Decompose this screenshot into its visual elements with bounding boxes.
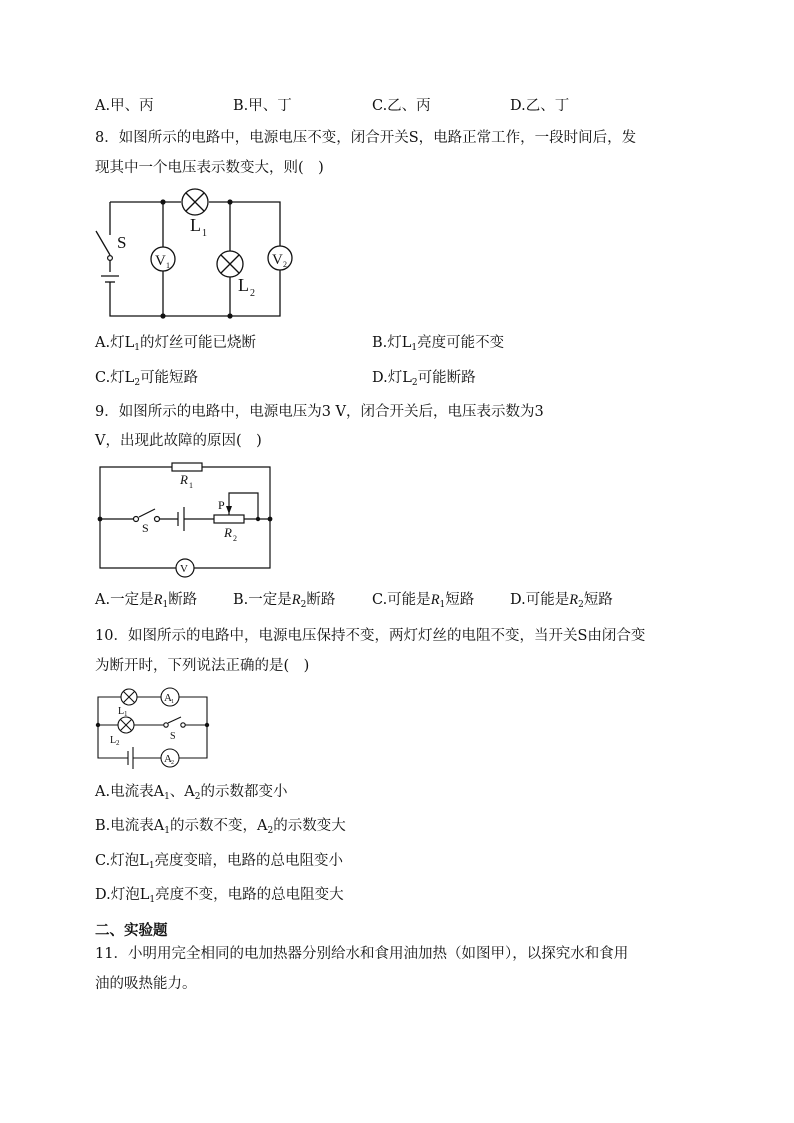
q7-option-c: C.乙、丙	[372, 98, 431, 114]
q9-meter-label: V	[180, 563, 188, 575]
q11-stem-line1: 11．小明用完全相同的电加热器分别给水和食用油加热（如图甲），以探究水和食用	[95, 946, 629, 962]
section-heading: 二、实验题	[95, 922, 168, 939]
q7-option-d: D.乙、丁	[510, 98, 570, 114]
q10-lamp2-label: L	[110, 735, 117, 746]
q11-stem-line2: 油的吸热能力。	[95, 976, 197, 992]
q10-a2-label: A	[164, 753, 172, 765]
q8-option-a: A.灯$L_1$的灯丝可能已烧断	[95, 335, 256, 353]
q10-switch-label: S	[170, 731, 176, 742]
q10-lamp2-sub: 2	[116, 739, 120, 747]
q9-stem-line2: V，出现此故障的原因( )	[95, 433, 262, 449]
q8-lamp1-label: L	[190, 215, 201, 235]
q8-meter1-sub: 1	[166, 261, 170, 270]
q8-stem-line2: 现其中一个电压表示数变大，则( )	[95, 160, 324, 176]
q9-option-c: C.可能是$R_1$短路	[372, 592, 475, 610]
q10-option-b: B.电流表$A_1$的示数不变，$A_2$的示数变大	[95, 818, 346, 836]
q10-a1-sub: 1	[171, 699, 174, 705]
q9-r2-label: R	[224, 525, 232, 540]
q10-lamp1-sub: 1	[124, 710, 128, 718]
q9-option-b: B.一定是$R_2$断路	[233, 592, 336, 610]
q8-switch-label: S	[117, 233, 127, 252]
q7-option-b: B.甲、丁	[233, 98, 292, 114]
q9-r1-label: R	[180, 472, 188, 487]
q8-option-c: C.灯$L_2$可能短路	[95, 370, 199, 388]
q9-option-d: D.可能是$R_2$短路	[510, 592, 613, 610]
q8-meter1-label: V	[155, 253, 166, 269]
q10-option-c: C.灯泡$L_1$亮度变暗，电路的总电阻变小	[95, 853, 344, 871]
q9-r2-sub: 2	[233, 534, 237, 543]
q10-option-d: D.灯泡$L_1$亮度不变，电路的总电阻变大	[95, 887, 344, 905]
q8-meter2-sub: 2	[283, 260, 287, 269]
q8-stem-line1: 8．如图所示的电路中，电源电压不变，闭合开关S，电路正常工作，一段时间后，发	[95, 130, 637, 146]
q9-stem-line1: 9．如图所示的电路中，电源电压为3 V，闭合开关后，电压表示数为3	[95, 404, 544, 420]
q9-r1-sub: 1	[189, 481, 193, 490]
q10-stem-line1: 10．如图所示的电路中，电源电压保持不变，两灯灯丝的电阻不变，当开关S由闭合变	[95, 628, 646, 644]
q9-option-a: A.一定是$R_1$断路	[95, 592, 198, 610]
q9-slider-label: P	[218, 498, 225, 512]
q8-lamp2-label: L	[238, 275, 249, 295]
q10-a1-label: A	[164, 692, 172, 704]
q8-option-b: B.灯$L_1$亮度可能不变	[372, 335, 505, 353]
q7-option-a: A.甲、丙	[95, 98, 154, 114]
q10-lamp1-label: L	[118, 706, 125, 717]
q9-switch-label: S	[142, 521, 149, 535]
q8-option-d: D.灯$L_2$可能断路	[372, 370, 476, 388]
q10-stem-line2: 为断开时，下列说法正确的是( )	[95, 658, 310, 674]
q8-lamp2-sub: 2	[250, 288, 255, 299]
q8-lamp1-sub: 1	[202, 228, 207, 239]
q10-a2-sub: 2	[171, 760, 174, 766]
q8-meter2-label: V	[272, 252, 283, 268]
q10-option-a: A.电流表$A_1$、$A_2$的示数都变小	[95, 784, 288, 802]
